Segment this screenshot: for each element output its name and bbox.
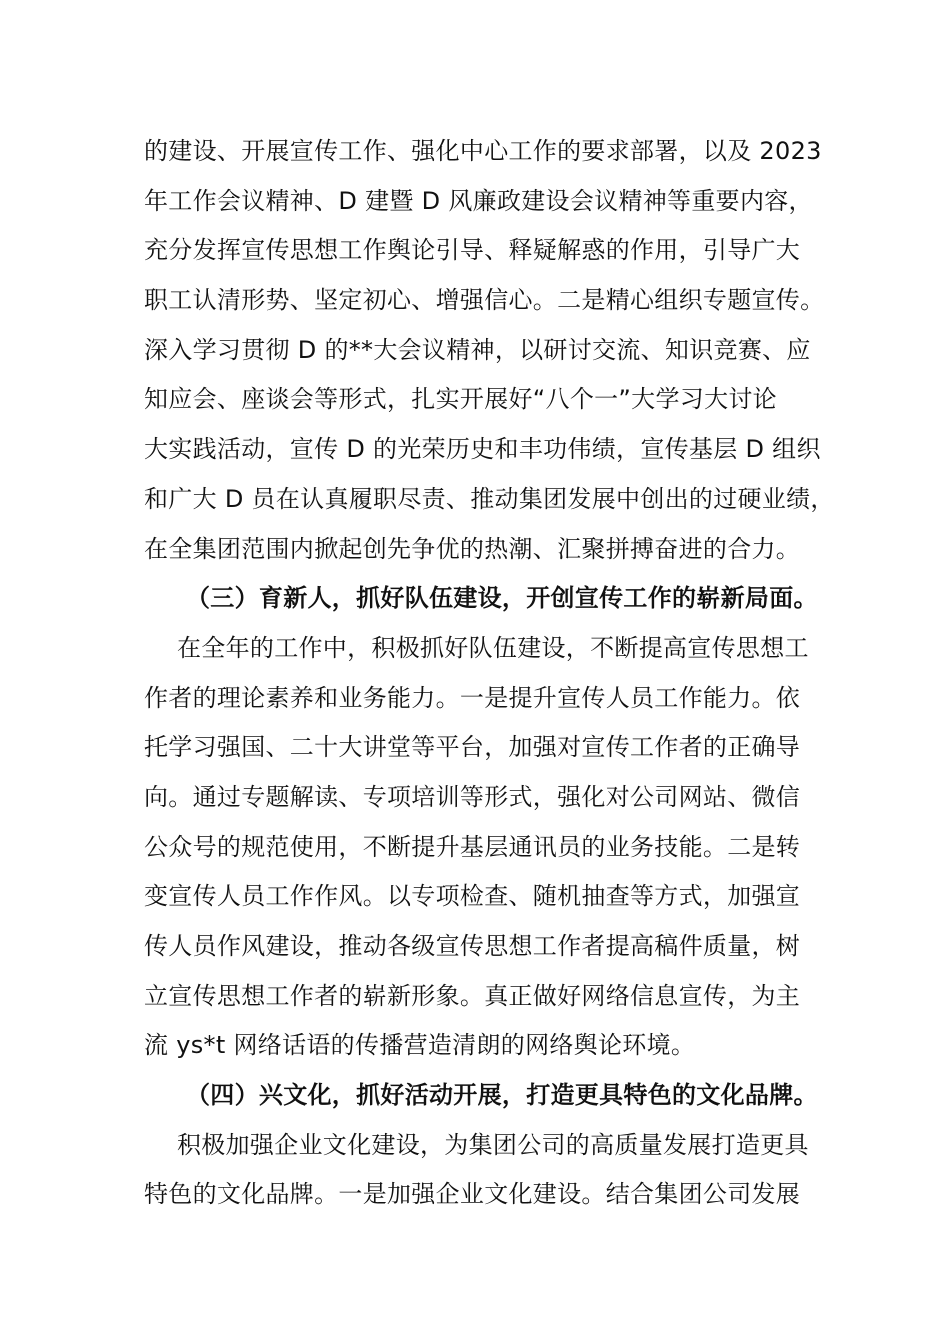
document-body [144,127,835,1220]
paragraph-line: 和广大 D 员在认真履职尽责、推动集团发展中创出的过硬业绩， [144,484,835,513]
paragraph-line: 充分发挥宣传思想工作舆论引导、释疑解惑的作用，引导广大 [144,236,801,265]
paragraph-line: 在全年的工作中，积极抓好队伍建设，不断提高宣传思想工 [177,633,809,662]
paragraph-line: 立宣传思想工作者的崭新形象。真正做好网络信息宣传，为主 [144,981,801,1010]
section-heading: （三）育新人，抓好队伍建设，开创宣传工作的崭新局面。 [186,584,818,613]
section-heading: （四）兴文化，抓好活动开展，打造更具特色的文化品牌。 [186,1081,818,1110]
paragraph-line: 知应会、座谈会等形式，扎实开展好“八个一”大学习大讨论 [144,385,777,414]
paragraph-line: 职工认清形势、坚定初心、增强信心。二是精心组织专题宣传。 [144,286,825,315]
paragraph-line: 公众号的规范使用，不断提升基层通讯员的业务技能。二是转 [144,832,801,861]
paragraph-line: 深入学习贯彻 D 的**大会议精神，以研讨交流、知识竞赛、应 [144,335,811,364]
paragraph-line: 变宣传人员工作作风。以专项检查、随机抽查等方式，加强宣 [144,882,801,911]
paragraph-line: 大实践活动，宣传 D 的光荣历史和丰功伟绩，宣传基层 D 组织 [144,435,821,464]
paragraph-line: 的建设、开展宣传工作、强化中心工作的要求部署，以及 2023 [144,137,822,165]
paragraph-line: 流 ys*t 网络话语的传播营造清朗的网络舆论环境。 [144,1031,696,1060]
paragraph-line: 积极加强企业文化建设，为集团公司的高质量发展打造更具 [177,1130,809,1159]
paragraph-line: 在全集团范围内掀起创先争优的热潮、汇聚拼搏奋进的合力。 [144,534,801,563]
paragraph-line: 向。通过专题解读、专项培训等形式，强化对公司网站、微信 [144,782,801,811]
paragraph-line: 托学习强国、二十大讲堂等平台，加强对宣传工作者的正确导 [144,733,801,762]
paragraph-line: 作者的理论素养和业务能力。一是提升宣传人员工作能力。依 [144,683,801,712]
paragraph-line: 传人员作风建设，推动各级宣传思想工作者提高稿件质量，树 [144,932,801,960]
paragraph-line: 特色的文化品牌。一是加强企业文化建设。结合集团公司发展 [144,1180,801,1209]
paragraph-line: 年工作会议精神、D 建暨 D 风廉政建设会议精神等重要内容， [144,186,813,215]
